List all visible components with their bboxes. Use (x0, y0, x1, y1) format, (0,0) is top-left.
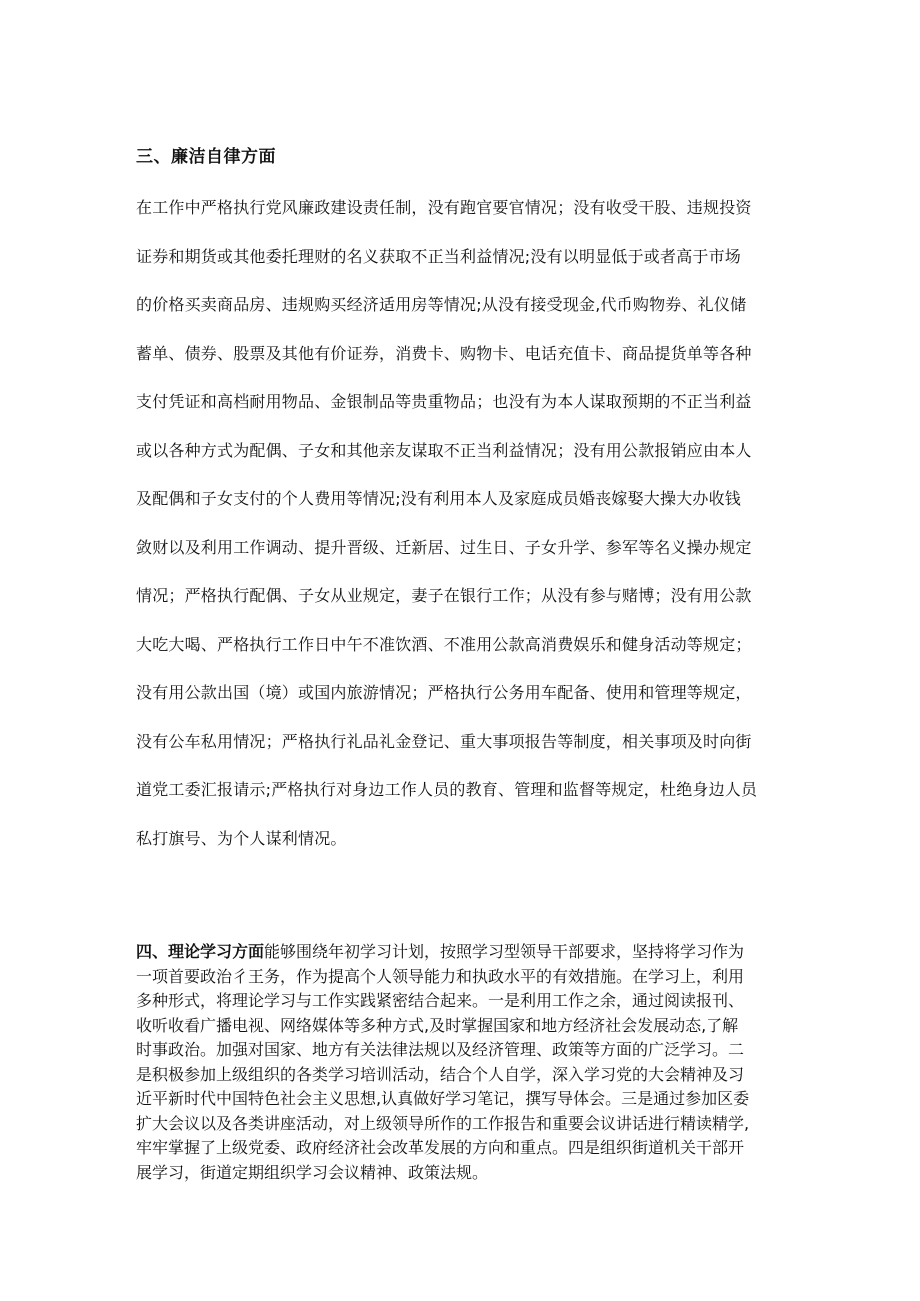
paragraph-line-first (136, 940, 806, 965)
section-body-study (136, 940, 806, 1185)
paragraph-line: 扩大会议以及各类讲座活动，对上级领导所作的工作报告和重要会议讲话进行精读精学, (136, 1113, 750, 1133)
paragraph-line-rest: 能够围绕年初学习计划，按照学习型领导干部要求，坚持将学习作为 (264, 942, 745, 961)
paragraph-line: 的价格买卖商品房、违规购买经济适用房等情况;从没有接受现金,代币购物券、礼仪储 (136, 295, 747, 314)
paragraph-line: 牢牢掌握了上级党委、政府经济社会改革发展的方向和重点。四是组织街道机关干部开 (136, 1138, 745, 1157)
paragraph-line: 私打旗号、为个人谋利情况。 (136, 828, 347, 848)
paragraph-line: 收听收看广播电视、网络媒体等多种方式,及时掌握国家和地方经济社会发展动态,了解 (136, 1015, 739, 1035)
section-heading-integrity: 三、廉洁自律方面 (136, 147, 276, 167)
paragraph-line: 时事政治。加强对国家、地方有关法律法规以及经济管理、政策等方面的广泛学习。二 (136, 1040, 745, 1059)
paragraph-line: 及配偶和子女支付的个人费用等情况;没有利用本人及家庭成员婚丧嫁娶大操大办收钱 (136, 489, 741, 508)
paragraph-line: 或以各种方式为配偶、子女和其他亲友谋取不正当利益情况；没有用公款报销应由本人 (136, 440, 752, 460)
paragraph-line: 没有公车私用情况；严格执行礼品礼金登记、重大事项报告等制度，相关事项及时向街 (136, 731, 752, 751)
paragraph-line: 是积极参加上级组织的各类学习培训活动，结合个人自学，深入学习党的大会精神及习 (136, 1064, 745, 1084)
paragraph-line: 敛财以及利用工作调动、提升晋级、迁新居、过生日、子女升学、参军等名义操办规定 (136, 537, 752, 557)
paragraph-line: 多种形式，将理论学习与工作实践紧密结合起来。一是利用工作之余，通过阅读报刊、 (136, 991, 745, 1010)
paragraph-line: 道党工委汇报请示;严格执行对身边工作人员的教育、管理和监督等规定，杜绝身边人员 (136, 780, 758, 799)
paragraph-line: 一项首要政治彳王务，作为提高个人领导能力和执政水平的有效措施。在学习上，利用 (136, 966, 745, 986)
paragraph-line: 大吃大喝、严格执行工作日中午不准饮酒、不准用公款高消费娱乐和健身活动等规定； (136, 634, 752, 654)
paragraph-line: 近平新时代中国特色社会主义思想,认真做好学习笔记，撰写导体会。三是通过参加区委 (136, 1089, 750, 1108)
paragraph-line: 没有用公款出国（境）或国内旅游情况；严格执行公务用车配备、使用和管理等规定， (136, 683, 752, 702)
section-heading-study: 四、理论学习方面 (136, 942, 265, 961)
paragraph-line: 展学习，街道定期组织学习会议精神、政策法规。 (136, 1162, 489, 1182)
section-body-integrity (136, 193, 796, 872)
paragraph-line: 蓄单、债券、股票及其他有价证券，消费卡、购物卡、电话充值卡、商品提货单等各种 (136, 343, 752, 363)
paragraph-line: 支付凭证和高档耐用物品、金银制品等贵重物品；也没有为本人谋取预期的不正当利益 (136, 392, 752, 411)
paragraph-line: 情况；严格执行配偶、子女从业规定，妻子在银行工作；从没有参与赌博；没有用公款 (136, 586, 752, 605)
paragraph-line: 在工作中严格执行党风廉政建设责任制，没有跑官要官情况；没有收受干股、违规投资 (136, 198, 752, 217)
paragraph-line: 证券和期货或其他委托理财的名义获取不正当利益情况;没有以明显低于或者高于市场 (136, 246, 741, 266)
